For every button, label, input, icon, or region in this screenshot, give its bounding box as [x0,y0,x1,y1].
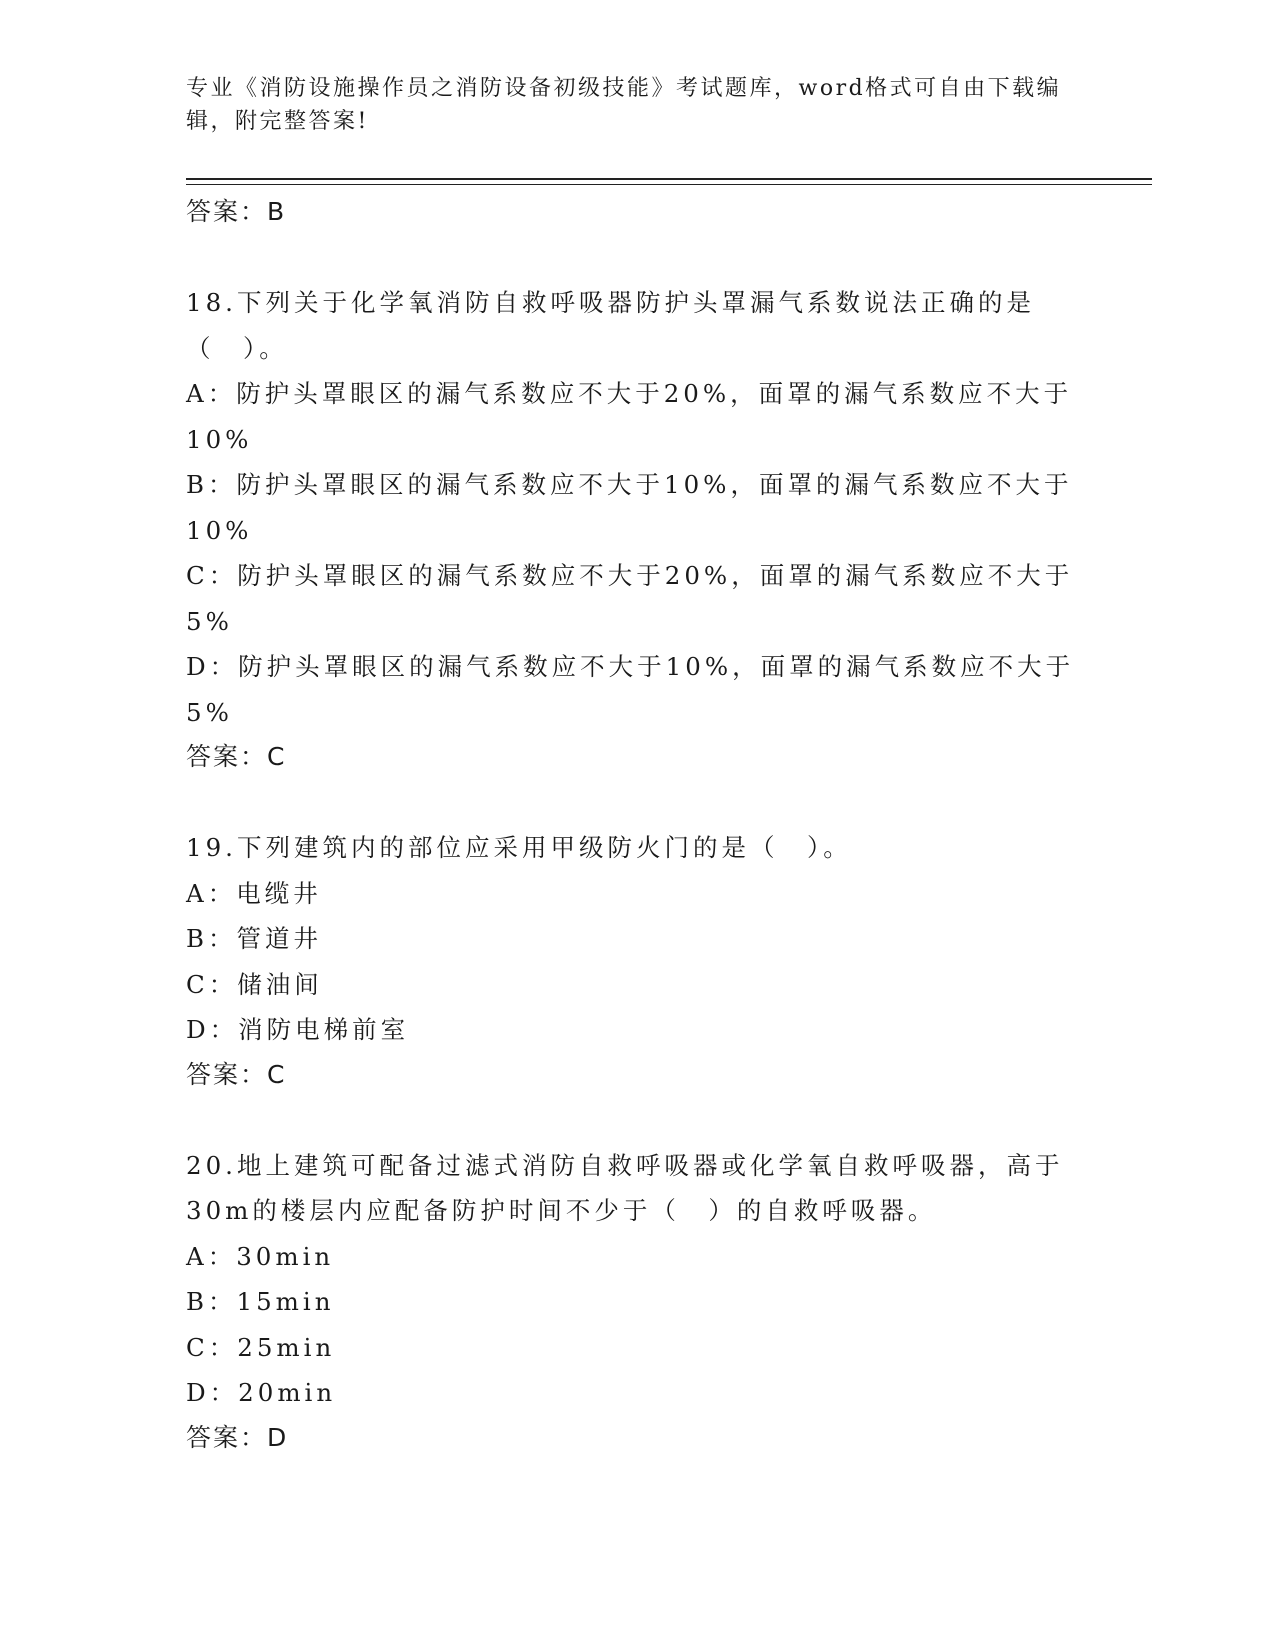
answer-19: 答案：C [186,1059,287,1089]
option-b: B：15min [186,1287,335,1316]
option-a: A：防护头罩眼区的漏气系数应不大于20%，面罩的漏气系数应不大于10% [186,379,1073,454]
option-d: D：20min [186,1378,337,1407]
option-c: C：储油间 [186,969,323,999]
question-20 [186,1143,1086,1460]
option-c: C：防护头罩眼区的漏气系数应不大于20%，面罩的漏气系数应不大于5% [186,561,1074,636]
question-18 [186,280,1086,779]
header-divider-thin [186,184,1152,185]
question-stem: 18.下列关于化学氧消防自救呼吸器防护头罩漏气系数说法正确的是（ ）。 [186,288,1035,363]
option-d: D：防护头罩眼区的漏气系数应不大于10%，面罩的漏气系数应不大于5% [186,652,1075,727]
option-a: A：30min [186,1241,335,1271]
option-a: A：电缆井 [186,878,322,908]
question-stem: 19.下列建筑内的部位应采用甲级防火门的是（ ）。 [186,833,852,862]
answer-17: 答案：B [186,197,287,226]
header-divider-thick [186,178,1152,180]
answer-20: 答案：D [186,1422,289,1452]
document-header-note: 专业《消防设施操作员之消防设备初级技能》考试题库，word格式可自由下载编辑，附完整答案! [186,76,1062,134]
option-b: B：管道井 [186,924,323,953]
question-19 [186,825,1086,1097]
option-c: C：25min [186,1332,336,1362]
question-list [186,190,1086,1460]
question-stem: 20.地上建筑可配备过滤式消防自救呼吸器或化学氧自救呼吸器，高于30m的楼层内应配备防护时间不少于（ ）的自救呼吸器。 [186,1150,1064,1225]
option-b: B：防护头罩眼区的漏气系数应不大于10%，面罩的漏气系数应不大于10% [186,470,1073,545]
answer-18: 答案：C [186,742,287,771]
option-d: D：消防电梯前室 [186,1015,410,1044]
